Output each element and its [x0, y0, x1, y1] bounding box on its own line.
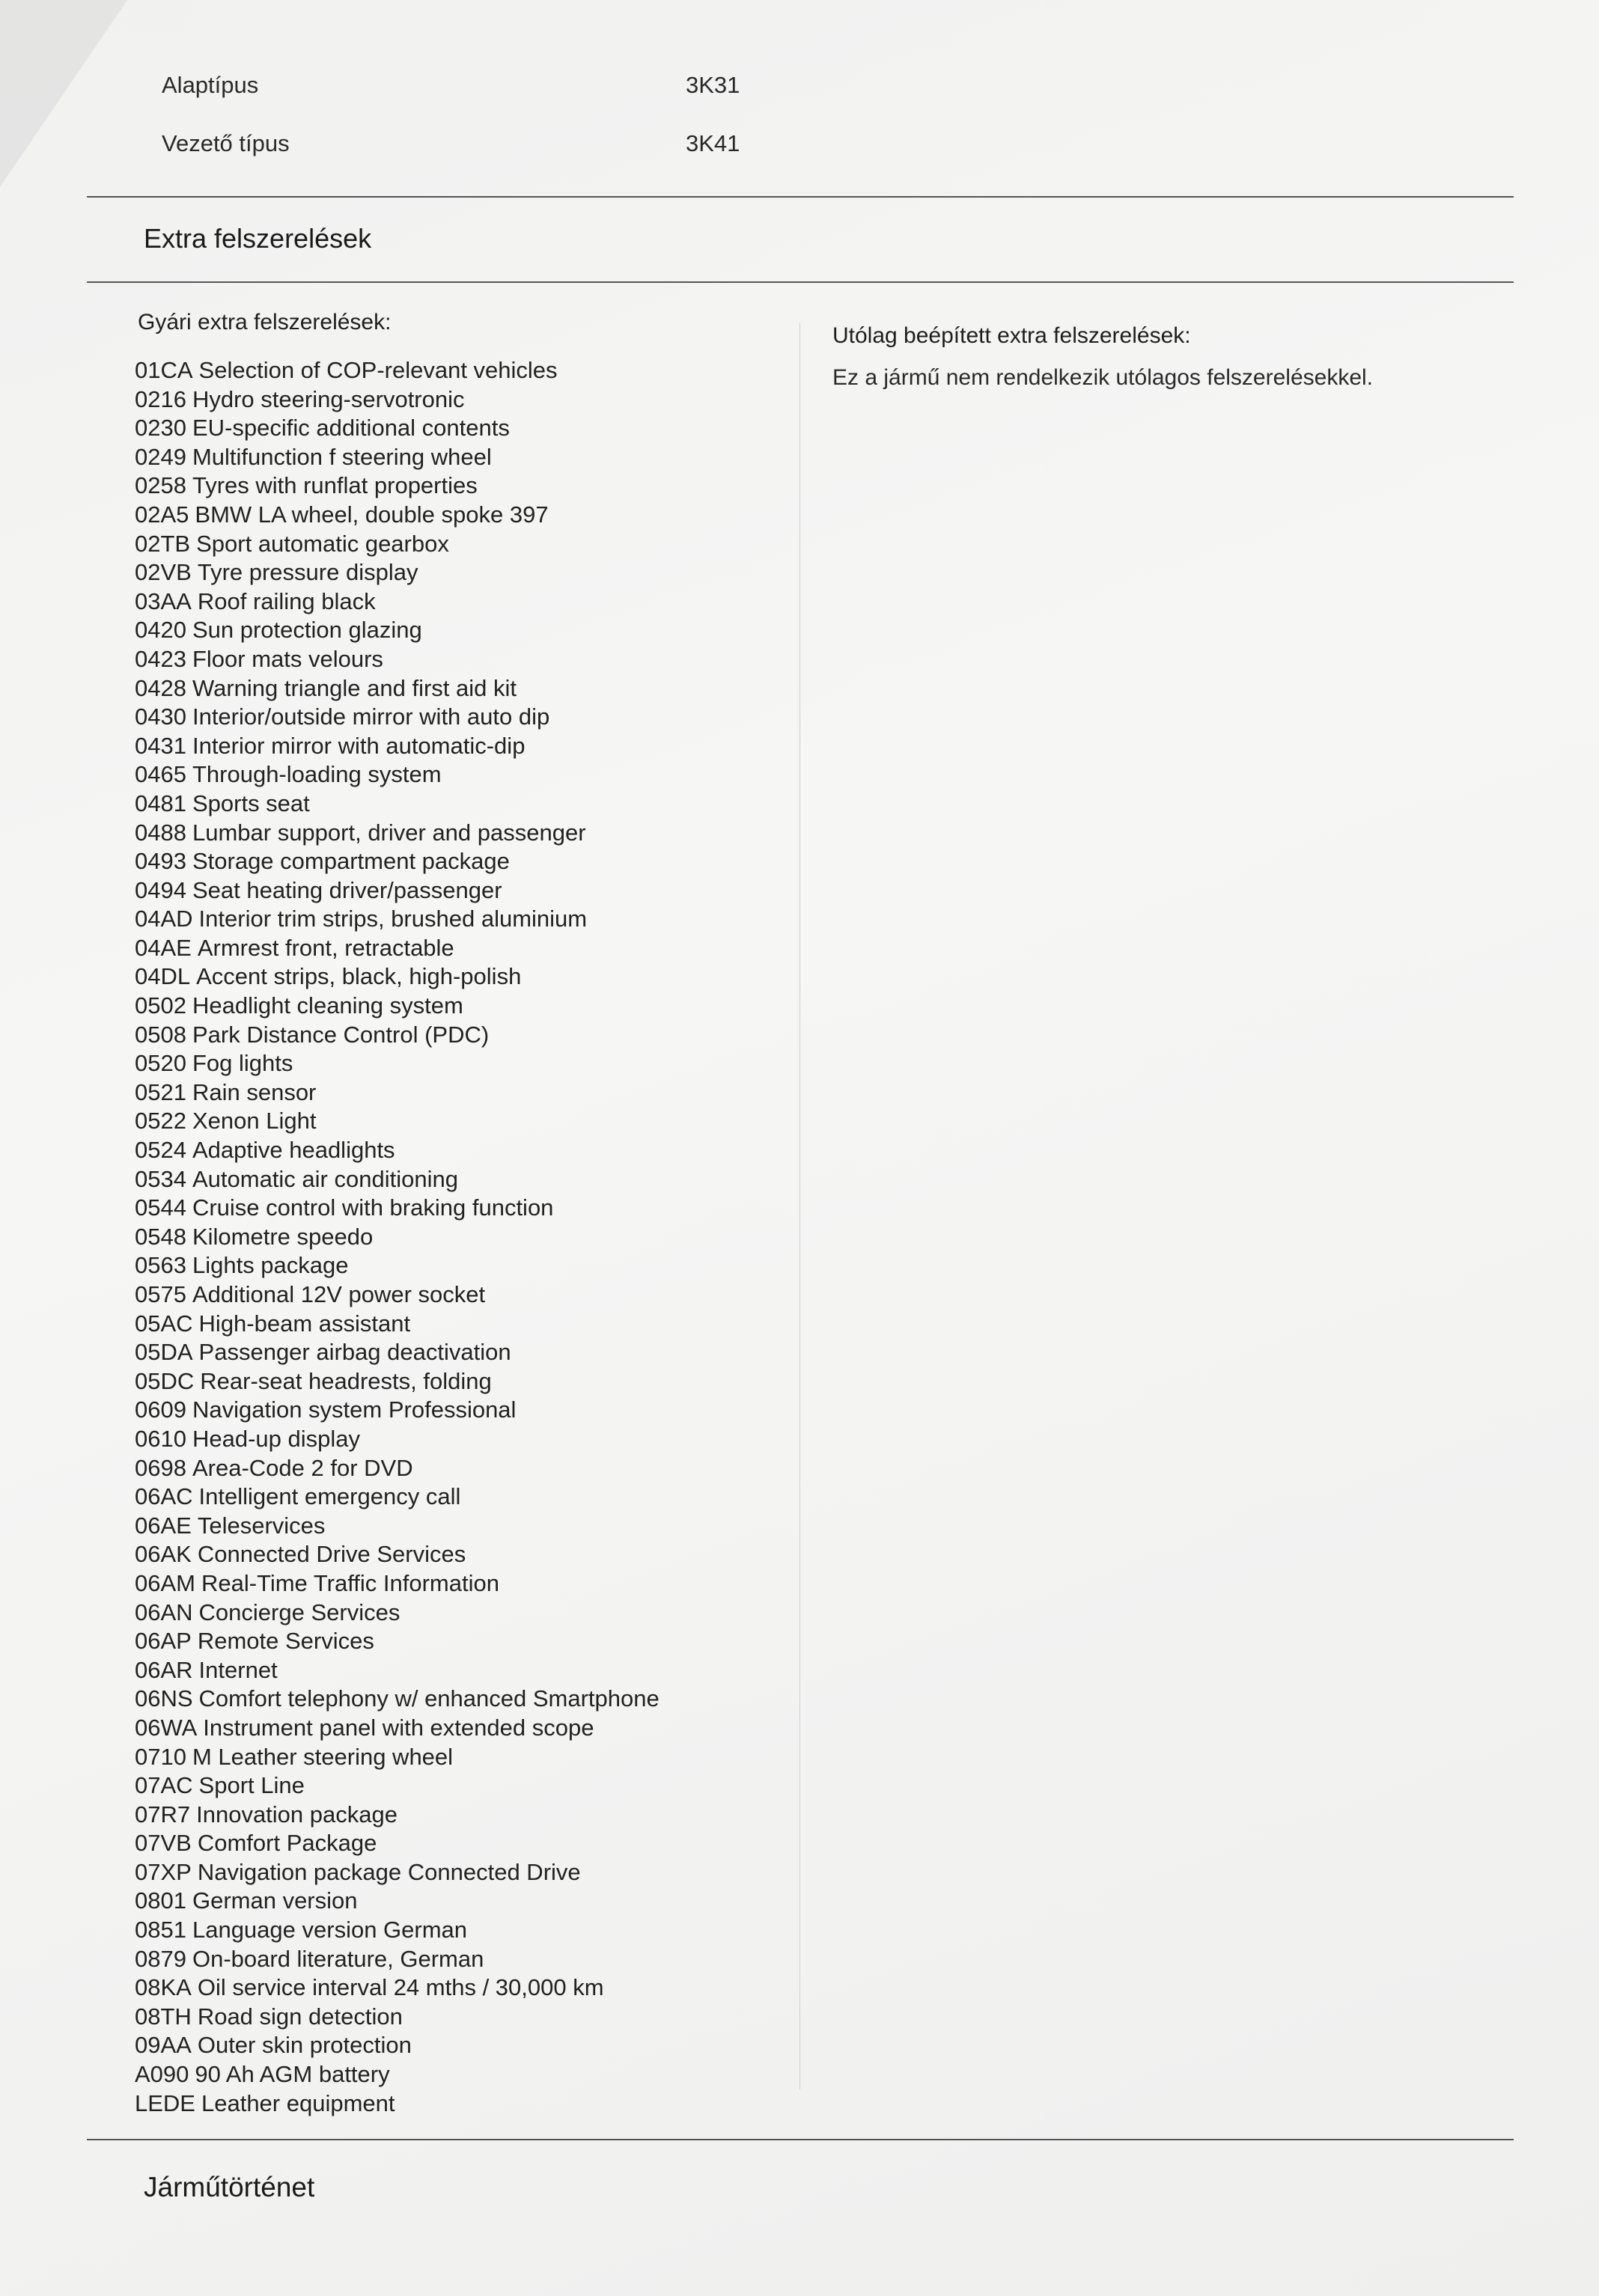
equipment-code: 07XP [135, 1858, 192, 1885]
list-item [135, 1280, 660, 1310]
equipment-code: 0216 [135, 385, 186, 412]
equipment-code: A090 [135, 2061, 189, 2088]
equipment-code: 06AM [135, 1569, 195, 1596]
equipment-code: 07VB [135, 1830, 192, 1857]
equipment-description: Accent strips, black, high-polish [196, 963, 522, 990]
equipment-description: Armrest front, retractable [197, 934, 454, 961]
list-item [135, 1310, 660, 1339]
list-item [135, 1656, 660, 1685]
equipment-description: Rear-seat headrests, folding [200, 1367, 492, 1394]
equipment-description: Remote Services [197, 1628, 374, 1655]
equipment-description: Sport Line [198, 1772, 305, 1799]
equipment-description: Tyre pressure display [197, 559, 418, 586]
equipment-code: 0534 [135, 1165, 186, 1192]
equipment-code: 04DL [135, 963, 191, 990]
list-item [135, 385, 660, 415]
list-item [135, 992, 660, 1021]
equipment-description: Sun protection glazing [192, 617, 422, 644]
equipment-code: 06WA [135, 1714, 198, 1741]
extras-section-title: Extra felszerelések [144, 223, 372, 254]
equipment-description: 90 Ah AGM battery [195, 2061, 390, 2088]
equipment-code: 02VB [135, 559, 192, 586]
equipment-code: 09AA [135, 2032, 192, 2059]
equipment-code: 05DC [135, 1367, 195, 1394]
list-item [135, 1599, 660, 1628]
equipment-description: Warning triangle and first aid kit [192, 674, 517, 701]
list-item [135, 1165, 660, 1194]
equipment-code: 0851 [135, 1917, 186, 1944]
equipment-code: 07R7 [135, 1801, 191, 1828]
equipment-code: 0258 [135, 472, 186, 499]
equipment-code: 06AC [135, 1483, 193, 1510]
equipment-code: 05DA [135, 1339, 193, 1366]
equipment-code: 0481 [135, 790, 186, 816]
list-item [135, 443, 660, 472]
equipment-description: Kilometre speedo [192, 1223, 374, 1250]
list-item [135, 1569, 660, 1599]
list-item [135, 847, 660, 876]
equipment-code: 0879 [135, 1945, 186, 1972]
equipment-description: Additional 12V power socket [192, 1281, 486, 1307]
equipment-code: 0508 [135, 1021, 186, 1048]
list-item [135, 1887, 660, 1916]
equipment-description: Xenon Light [192, 1108, 317, 1135]
equipment-description: Floor mats velours [192, 645, 383, 672]
equipment-description: Comfort telephony w/ enhanced Smartphone [198, 1685, 660, 1712]
list-item [135, 1049, 660, 1078]
equipment-description: M Leather steering wheel [192, 1743, 454, 1770]
list-item [135, 1425, 660, 1454]
equipment-description: Roof railing black [197, 587, 376, 614]
equipment-description: Outer skin protection [197, 2032, 412, 2059]
list-item [135, 1512, 660, 1541]
equipment-description: Head-up display [192, 1425, 360, 1452]
list-item [135, 2060, 660, 2089]
factory-extras-list [135, 356, 660, 2118]
equipment-description: Innovation package [196, 1801, 398, 1828]
list-item [135, 356, 660, 385]
equipment-code: 06AR [135, 1656, 193, 1683]
equipment-code: 03AA [135, 587, 192, 614]
list-item [135, 2003, 660, 2032]
list-item [135, 674, 660, 703]
equipment-code: 0494 [135, 876, 186, 903]
equipment-description: Teleservices [197, 1512, 326, 1539]
list-item [135, 1107, 660, 1136]
equipment-code: 0488 [135, 819, 186, 846]
equipment-description: Sports seat [192, 790, 310, 816]
equipment-code: 0520 [135, 1050, 186, 1077]
equipment-code: 08KA [135, 1974, 192, 2001]
divider-bottom [87, 2139, 1514, 2140]
equipment-description: Internet [198, 1656, 278, 1683]
list-item [135, 1829, 660, 1858]
equipment-description: Park Distance Control (PDC) [192, 1021, 490, 1048]
list-item [135, 1251, 660, 1280]
equipment-code: 0428 [135, 674, 186, 701]
equipment-description: Seat heating driver/passenger [192, 876, 502, 903]
equipment-description: Road sign detection [197, 2003, 403, 2030]
list-item [135, 645, 660, 674]
equipment-description: Lumbar support, driver and passenger [192, 819, 586, 846]
equipment-code: 0575 [135, 1281, 186, 1307]
equipment-description: Fog lights [192, 1050, 293, 1077]
equipment-code: 0801 [135, 1887, 186, 1914]
equipment-code: 02TB [135, 530, 191, 557]
equipment-description: Cruise control with braking function [192, 1194, 554, 1221]
equipment-description: German version [192, 1887, 358, 1914]
list-item [135, 1685, 660, 1714]
equipment-description: Automatic air conditioning [192, 1165, 458, 1192]
equipment-description: Selection of COP-relevant vehicles [198, 357, 558, 383]
equipment-code: 0548 [135, 1223, 186, 1250]
equipment-description: Leather equipment [201, 2089, 395, 2116]
base-type-label: Alaptípus [162, 72, 259, 98]
list-item [135, 1743, 660, 1772]
retrofit-extras-title: Utólag beépített extra felszerelések: [832, 323, 1191, 348]
list-item [135, 1858, 660, 1887]
list-item [135, 1338, 660, 1367]
equipment-code: 08TH [135, 2003, 192, 2030]
list-item [135, 703, 660, 732]
equipment-code: 0502 [135, 992, 186, 1019]
list-item [135, 1801, 660, 1830]
list-item [135, 905, 660, 934]
list-item [135, 1136, 660, 1165]
equipment-code: 0698 [135, 1454, 186, 1481]
equipment-code: LEDE [135, 2089, 195, 2116]
equipment-code: 0230 [135, 415, 186, 442]
vehicle-history-title: Járműtörténet [144, 2172, 315, 2202]
equipment-code: 06AE [135, 1512, 192, 1539]
equipment-description: Interior/outside mirror with auto dip [192, 703, 550, 730]
equipment-code: 0423 [135, 645, 186, 672]
equipment-description: Passenger airbag deactivation [198, 1339, 511, 1366]
list-item [135, 616, 660, 645]
equipment-code: 0420 [135, 617, 186, 644]
list-item [135, 2089, 660, 2119]
list-item [135, 1078, 660, 1108]
equipment-description: Concierge Services [198, 1599, 400, 1625]
list-item [135, 587, 660, 617]
list-item [135, 819, 660, 848]
equipment-description: Instrument panel with extended scope [203, 1714, 594, 1741]
equipment-description: Intelligent emergency call [198, 1483, 461, 1510]
equipment-description: Headlight cleaning system [192, 992, 463, 1019]
list-item [135, 414, 660, 443]
equipment-code: 06AK [135, 1541, 192, 1568]
divider-extras [87, 281, 1514, 283]
list-item [135, 1771, 660, 1801]
factory-extras-title: Gyári extra felszerelések: [138, 310, 392, 335]
equipment-code: 04AE [135, 934, 192, 961]
equipment-code: 0521 [135, 1078, 186, 1105]
equipment-description: Language version German [192, 1917, 468, 1944]
list-item [135, 732, 660, 761]
list-item [135, 1367, 660, 1396]
equipment-code: 0430 [135, 703, 186, 730]
equipment-description: High-beam assistant [198, 1310, 411, 1337]
equipment-description: Hydro steering-servotronic [192, 385, 465, 412]
equipment-description: BMW LA wheel, double spoke 397 [195, 501, 549, 528]
equipment-code: 0524 [135, 1137, 186, 1164]
list-item [135, 1021, 660, 1050]
list-item [135, 2031, 660, 2060]
equipment-code: 0609 [135, 1396, 186, 1423]
equipment-description: Oil service interval 24 mths / 30,000 km [197, 1974, 604, 2001]
equipment-code: 01CA [135, 357, 193, 383]
list-item [135, 1223, 660, 1252]
equipment-description: Rain sensor [192, 1078, 317, 1105]
equipment-description: Connected Drive Services [197, 1541, 466, 1568]
list-item [135, 790, 660, 819]
equipment-code: 0710 [135, 1743, 186, 1770]
divider-top [87, 196, 1514, 198]
list-item [135, 1396, 660, 1425]
lead-type-row [162, 130, 740, 157]
list-item [135, 1194, 660, 1223]
equipment-description: Area-Code 2 for DVD [192, 1454, 413, 1481]
list-item [135, 760, 660, 790]
list-item [135, 934, 660, 963]
list-item [135, 1540, 660, 1569]
list-item [135, 1916, 660, 1945]
list-item [135, 501, 660, 530]
equipment-code: 0465 [135, 761, 186, 788]
equipment-description: Navigation package Connected Drive [197, 1858, 581, 1885]
equipment-code: 0544 [135, 1194, 186, 1221]
equipment-code: 0563 [135, 1252, 186, 1279]
equipment-code: 0522 [135, 1108, 186, 1135]
equipment-description: Lights package [192, 1252, 349, 1279]
equipment-code: 06AP [135, 1628, 192, 1655]
equipment-code: 05AC [135, 1310, 193, 1337]
equipment-description: Interior trim strips, brushed aluminium [198, 906, 588, 932]
equipment-description: On-board literature, German [192, 1945, 484, 1972]
list-item [135, 1714, 660, 1743]
equipment-code: 02A5 [135, 501, 189, 528]
list-item [135, 1945, 660, 1974]
equipment-description: Interior mirror with automatic-dip [192, 732, 526, 759]
list-item [135, 876, 660, 906]
base-type-row [162, 72, 740, 99]
equipment-description: Through-loading system [192, 761, 442, 788]
equipment-code: 0493 [135, 848, 186, 875]
equipment-description: Adaptive headlights [192, 1137, 395, 1164]
equipment-code: 06AN [135, 1599, 193, 1625]
list-item [135, 1627, 660, 1656]
retrofit-note: Ez a jármű nem rendelkezik utólagos felszerelésekkel. [832, 365, 1374, 390]
equipment-code: 04AD [135, 906, 193, 932]
equipment-code: 0249 [135, 443, 186, 470]
equipment-description: Comfort Package [197, 1830, 377, 1857]
equipment-code: 07AC [135, 1772, 193, 1799]
equipment-description: Real-Time Traffic Information [201, 1569, 499, 1596]
equipment-description: Tyres with runflat properties [192, 472, 478, 499]
equipment-description: EU-specific additional contents [192, 415, 510, 442]
list-item [135, 558, 660, 587]
base-type-value: 3K31 [686, 72, 740, 98]
equipment-code: 0431 [135, 732, 186, 759]
list-item [135, 962, 660, 992]
equipment-description: Navigation system Professional [192, 1396, 517, 1423]
equipment-description: Multifunction f steering wheel [192, 443, 492, 470]
list-item [135, 471, 660, 501]
list-item [135, 530, 660, 559]
lead-type-label: Vezető típus [162, 130, 290, 156]
folded-corner [0, 0, 127, 187]
equipment-description: Storage compartment package [192, 848, 510, 875]
list-item [135, 1483, 660, 1512]
list-item [135, 1454, 660, 1483]
equipment-description: Sport automatic gearbox [196, 530, 449, 557]
equipment-code: 0610 [135, 1425, 186, 1452]
list-item [135, 1973, 660, 2003]
lead-type-value: 3K41 [686, 130, 740, 156]
equipment-code: 06NS [135, 1685, 193, 1712]
